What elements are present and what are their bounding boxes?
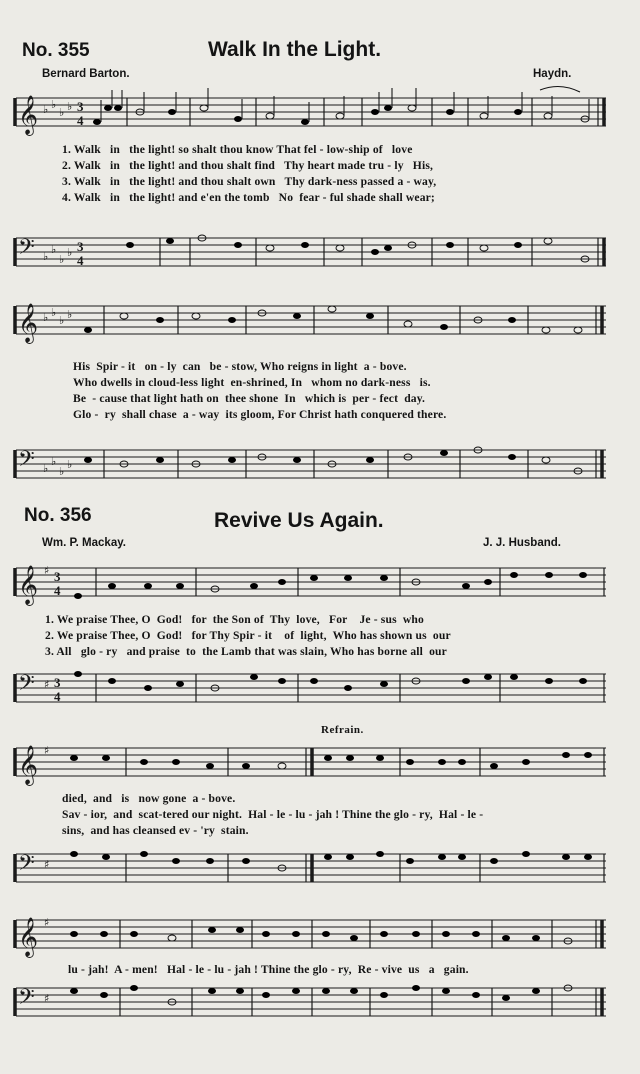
hymn-356-verse-3-line-2: sins, and has cleansed ev - 'ry stain. bbox=[62, 824, 249, 837]
hymn-356-refrain-line-end: lu - jah! A - men! Hal - le - lu - jah ! Thine the glo - ry, Re - vive us a gain. bbox=[68, 963, 469, 976]
svg-text:♭: ♭ bbox=[43, 250, 49, 263]
hymn-355-verse-2-line-1: 2. Walk in the light! and thou shalt find Thy heart made tru - ly His, bbox=[62, 159, 434, 172]
svg-text:3: 3 bbox=[77, 99, 84, 114]
hymn-355-verse-4-line-1: 4. Walk in the light! and e'en the tomb No fear - ful shade shall wear; bbox=[62, 191, 435, 204]
svg-text:3: 3 bbox=[77, 239, 84, 254]
svg-text:3: 3 bbox=[54, 569, 61, 584]
hymn-355-verse-3-line-1: 3. Walk in the light! and thou shalt own Thy dark-ness passed a - way, bbox=[62, 175, 437, 188]
hymn-355-bass-staff-1 bbox=[0, 236, 640, 276]
hymn-356-number: No. 356 bbox=[24, 505, 92, 526]
svg-text:𝄢: 𝄢 bbox=[18, 671, 35, 701]
svg-text:♭: ♭ bbox=[59, 106, 65, 119]
hymn-355-title: Walk In the Light. bbox=[208, 38, 382, 61]
svg-text:♭: ♭ bbox=[67, 308, 73, 321]
hymn-356-verse-1-line-1: 1. We praise Thee, O God! for the Son of Thy love, For Je - sus who bbox=[45, 613, 424, 626]
svg-text:♭: ♭ bbox=[51, 306, 57, 319]
hymn-355-verse-1-line-2: His Spir - it on - ly can be - stow, Who reigns in light a - bove. bbox=[73, 360, 407, 373]
svg-text:3: 3 bbox=[54, 675, 61, 690]
svg-text:𝄞: 𝄞 bbox=[18, 95, 39, 135]
svg-text:𝄞: 𝄞 bbox=[18, 745, 39, 785]
svg-text:♯: ♯ bbox=[44, 858, 50, 871]
svg-text:𝄞: 𝄞 bbox=[18, 917, 39, 957]
hymn-356-treble-staff-2 bbox=[0, 746, 640, 786]
hymn-355-number: No. 355 bbox=[22, 40, 90, 61]
svg-text:𝄞: 𝄞 bbox=[18, 565, 39, 605]
svg-text:♭: ♭ bbox=[59, 465, 65, 478]
hymn-355-verse-2-line-2: Who dwells in cloud-less light en-shrined, In whom no dark-ness is. bbox=[73, 376, 431, 389]
hymn-356-composer: J. J. Husband. bbox=[483, 537, 561, 549]
svg-text:𝄞: 𝄞 bbox=[18, 303, 39, 343]
svg-text:𝄢: 𝄢 bbox=[18, 851, 35, 881]
svg-text:𝄢: 𝄢 bbox=[18, 447, 35, 477]
hymn-355-treble-staff-2 bbox=[0, 304, 640, 344]
svg-text:4: 4 bbox=[77, 253, 84, 268]
svg-text:♭: ♭ bbox=[51, 455, 57, 468]
svg-text:♯: ♯ bbox=[44, 916, 50, 929]
svg-text:♭: ♭ bbox=[59, 314, 65, 327]
hymn-356-verse-2-line-1: 2. We praise Thee, O God! for Thy Spir - it of light, Who has shown us our bbox=[45, 629, 451, 642]
svg-text:♭: ♭ bbox=[67, 458, 73, 471]
svg-text:♭: ♭ bbox=[67, 246, 73, 259]
hymn-356-lyricist: Wm. P. Mackay. bbox=[42, 537, 126, 549]
hymn-356-bass-staff-3 bbox=[0, 986, 640, 1026]
svg-text:♭: ♭ bbox=[43, 462, 49, 475]
svg-text:♭: ♭ bbox=[51, 243, 57, 256]
hymn-355-verse-3-line-2: Be - cause that light hath on thee shone In which is per - fect day. bbox=[73, 392, 426, 405]
svg-text:𝄢: 𝄢 bbox=[18, 985, 35, 1015]
hymn-356-treble-staff-1 bbox=[0, 566, 640, 606]
svg-text:♭: ♭ bbox=[43, 311, 49, 324]
svg-text:♭: ♭ bbox=[51, 98, 57, 111]
svg-text:4: 4 bbox=[54, 689, 61, 704]
svg-text:♯: ♯ bbox=[44, 744, 50, 757]
hymn-355-lyricist: Bernard Barton. bbox=[42, 68, 130, 80]
hymn-356-bass-staff-2 bbox=[0, 852, 640, 892]
svg-text:♯: ♯ bbox=[44, 992, 50, 1005]
hymn-355-verse-4-line-2: Glo - ry shall chase a - way its gloom, For Christ hath conquered there. bbox=[73, 408, 447, 421]
hymn-356-verse-1-line-2: died, and is now gone a - bove. bbox=[62, 792, 236, 805]
hymn-355-composer: Haydn. bbox=[533, 68, 572, 80]
hymn-356-treble-staff-3 bbox=[0, 918, 640, 958]
hymn-356-verse-3-line-1: 3. All glo - ry and praise to the Lamb that was slain, Who has borne all our bbox=[45, 645, 447, 658]
svg-text:♯: ♯ bbox=[44, 678, 50, 691]
svg-text:4: 4 bbox=[54, 583, 61, 598]
svg-text:♭: ♭ bbox=[43, 103, 49, 116]
svg-text:4: 4 bbox=[77, 113, 84, 128]
hymn-355-bass-staff-2 bbox=[0, 448, 640, 488]
hymn-356-bass-staff-1 bbox=[0, 672, 640, 712]
svg-text:𝄢: 𝄢 bbox=[18, 235, 35, 265]
refrain-label: Refrain. bbox=[321, 724, 364, 736]
hymn-355-treble-staff-1 bbox=[0, 96, 640, 136]
hymn-355-verse-1-line-1: 1. Walk in the light! so shalt thou know That fel - low-ship of love bbox=[62, 143, 413, 156]
svg-text:♭: ♭ bbox=[67, 100, 73, 113]
svg-text:♯: ♯ bbox=[44, 564, 50, 577]
svg-text:♭: ♭ bbox=[59, 253, 65, 266]
hymn-356-verse-2-line-2: Sav - ior, and scat-tered our night. Hal - le - lu - jah ! Thine the glo - ry, Hal - le - bbox=[62, 808, 484, 821]
hymn-356-title: Revive Us Again. bbox=[214, 509, 384, 532]
